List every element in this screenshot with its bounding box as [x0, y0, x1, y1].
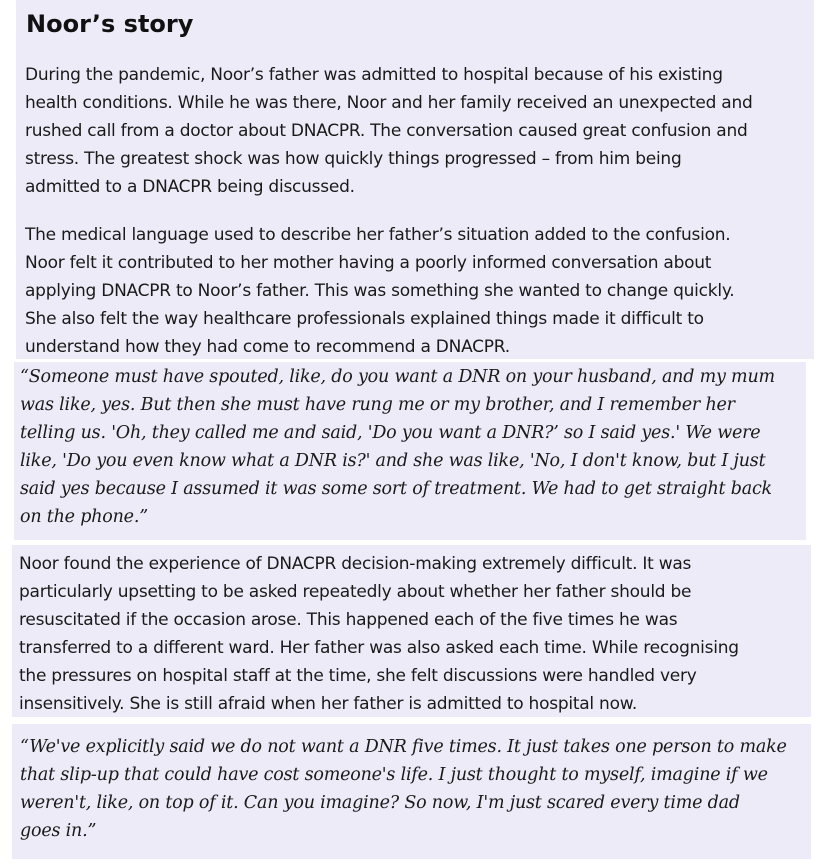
quote-dnr-phone-call: “Someone must have spouted, like, do you want a DNR on your husband, and my mum was like, yes. But then she must have rung me or my brother, and I remember her telling us. 'Oh, they called me and said, 'Do you want a DNR?’ so I said yes.' We were like, 'Do you even know what a DNR is?' and she was like, 'No, I don't know, but I just said yes because I assumed it was some sort of treatment. We had to get straight back on the phone.” [20, 367, 775, 527]
story-title: Noor’s story [26, 10, 194, 38]
paragraph-medical-language: The medical language used to describe her father’s situation added to the confusion. Noor felt it contributed to her mother having a poorly informed conversation about applying DNACPR to Noor’s father. This was something she wanted to change quickly. She also felt the way healthcare professionals explained things made it difficult to understand how they had come to recommend a DNACPR. [25, 225, 735, 357]
paragraph-decision-making-experience: Noor found the experience of DNACPR decision-making extremely difficult. It was particularly upsetting to be asked repeatedly about whether her father should be resuscitated if the occasion arose. This happened each of the five times he was transferred to a different ward. Her father was also asked each time. While recognising the pressures on hospital staff at the time, she felt discussions were handled very insensitively. She is still afraid when her father is admitted to hospital now. [19, 554, 739, 714]
quote-five-times: “We've explicitly said we do not want a DNR five times. It just takes one person to make that slip-up that could have cost someone's life. I just thought to myself, imagine if we weren't, like, on top of it. Can you imagine? So now, I'm just scared every time dad goes in.” [20, 737, 787, 841]
paragraph-pandemic-admission: During the pandemic, Noor’s father was admitted to hospital because of his existing health conditions. While he was there, Noor and her family received an unexpected and rushed call from a doctor about DNACPR. The conversation caused great confusion and stress. The greatest shock was how quickly things progressed – from him being admitted to a DNACPR being discussed. [25, 65, 753, 197]
